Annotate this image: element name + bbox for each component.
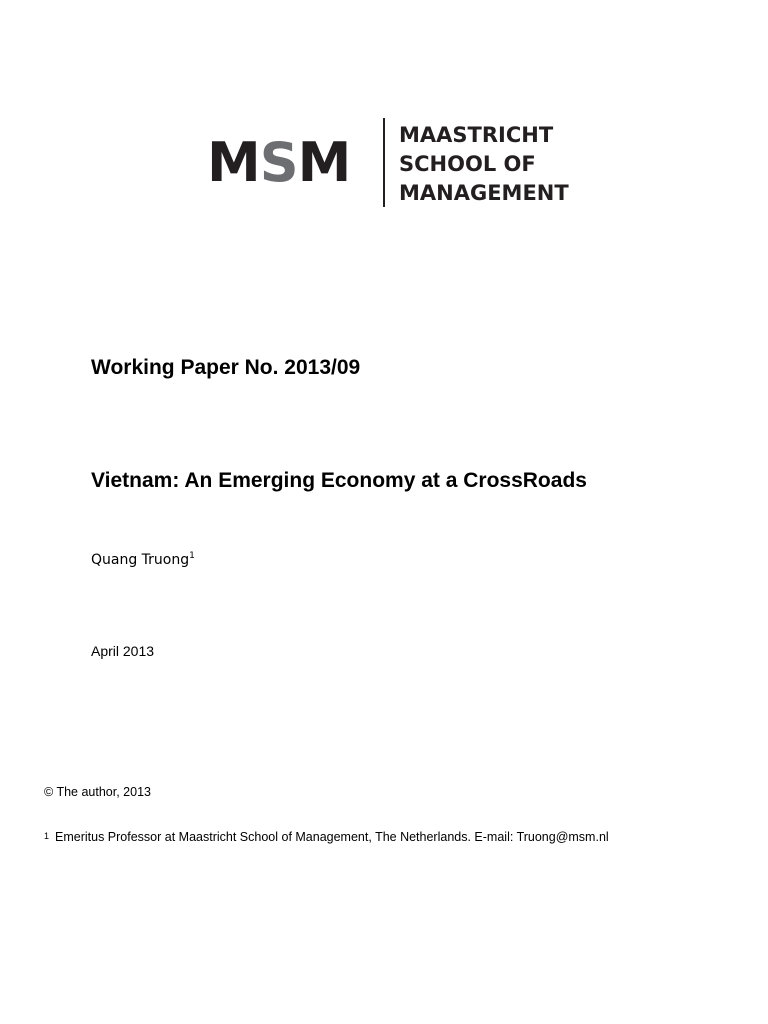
- logo-letter-s: S: [259, 131, 298, 194]
- paper-title: Vietnam: An Emerging Economy at a CrossRoads: [91, 469, 587, 492]
- logo-letter-m2: M: [297, 131, 351, 194]
- msm-logo-mark: [207, 131, 351, 194]
- copyright-notice: © The author, 2013: [44, 785, 151, 799]
- logo-wordmark: [399, 121, 569, 208]
- logo-word-school-of: SCHOOL OF: [399, 152, 536, 176]
- author-footnote-ref: 1: [189, 551, 195, 561]
- publication-date: April 2013: [91, 643, 155, 659]
- logo-word-maastricht: MAASTRICHT: [399, 123, 554, 147]
- author-line: [91, 550, 195, 570]
- working-paper-number: Working Paper No. 2013/09: [91, 356, 361, 379]
- logo-divider: [383, 118, 385, 207]
- footnote-mark: 1: [44, 831, 50, 841]
- logo-letter-m1: M: [207, 131, 260, 194]
- footnote: [44, 828, 609, 846]
- logo-word-management: MANAGEMENT: [399, 181, 569, 205]
- author-name: Quang Truong: [91, 552, 190, 568]
- footnote-text: Emeritus Professor at Maastricht School of Management, The Netherlands. E-mail: Truong@msm.nl: [55, 830, 609, 844]
